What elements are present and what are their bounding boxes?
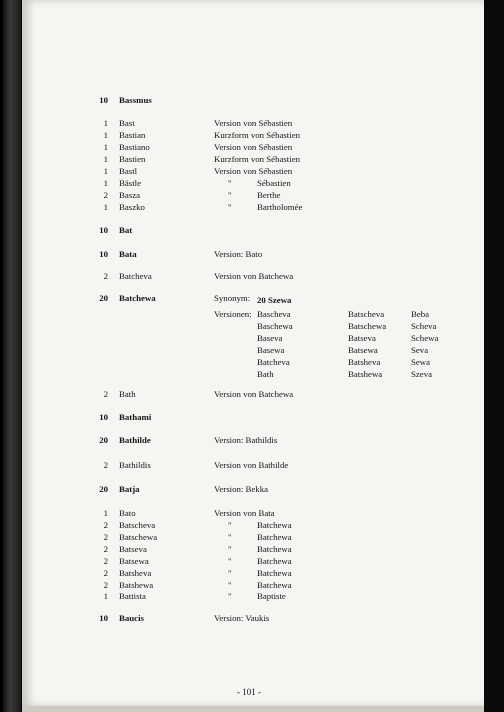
version-name: Basewa: [257, 345, 285, 355]
entry-description: Kurzform von Sébastien: [214, 154, 300, 164]
entry-description: Version von Sébastien: [214, 166, 293, 176]
entry-count: 2: [103, 460, 108, 470]
ditto-mark: ": [228, 568, 232, 578]
entry-description: Version von Sébastien: [214, 118, 293, 128]
entry-description: Batchewa: [257, 556, 292, 566]
page-bottom-edge: [22, 706, 484, 712]
ditto-mark: ": [228, 190, 232, 200]
entry-count: 2: [103, 190, 108, 200]
entry-count: 10: [99, 249, 108, 259]
entry-name: Batseva: [119, 544, 147, 554]
entry-count: 1: [103, 591, 108, 601]
entry-name: Battista: [119, 591, 146, 601]
ditto-mark: ": [228, 178, 232, 188]
version-name: Bath: [257, 369, 274, 379]
ditto-mark: ": [228, 532, 232, 542]
version-name: Bascheva: [257, 309, 291, 319]
entry-count: 2: [103, 556, 108, 566]
entry-count: 1: [103, 202, 108, 212]
entry-count: 2: [103, 568, 108, 578]
version-name: Baschewa: [257, 321, 293, 331]
entry-description: Version: Vaukis: [214, 613, 270, 623]
version-name: Szeva: [411, 369, 433, 379]
entry-count: 1: [103, 154, 108, 164]
entry-name: Bathami: [119, 412, 152, 422]
version-name: Schewa: [411, 333, 439, 343]
entry-description: Version: Bekka: [214, 484, 268, 494]
entry-name: Batcheva: [119, 271, 152, 281]
entry-description: Version von Batchewa: [214, 271, 294, 281]
entry-name: Bato: [119, 508, 136, 518]
entry-name: Baszko: [119, 202, 145, 212]
entry-count: 2: [103, 520, 108, 530]
entry-count: 10: [99, 95, 108, 105]
entry-name: Batshewa: [119, 580, 154, 590]
entry-count: 1: [103, 166, 108, 176]
entry-count: 1: [103, 130, 108, 140]
ditto-mark: ": [228, 544, 232, 554]
entry-count: 20: [99, 293, 108, 303]
entry-description: Version von Batchewa: [214, 389, 294, 399]
entry-count: 1: [103, 178, 108, 188]
entry-name: Bath: [119, 389, 136, 399]
entry-description: Baptiste: [257, 591, 286, 601]
version-name: Batsheva: [348, 357, 381, 367]
entry-name: Bastiano: [119, 142, 150, 152]
version-name: Batsewa: [348, 345, 378, 355]
entry-name: Bathildis: [119, 460, 151, 470]
entry-count: 1: [103, 118, 108, 128]
entry-count: 1: [103, 142, 108, 152]
entry-name: Batscheva: [119, 520, 156, 530]
entry-name: Bathilde: [119, 435, 151, 445]
entry-description: Version von Bathilde: [214, 460, 289, 470]
page-number: - 101 -: [237, 687, 261, 697]
entry-description: Version von Sébastien: [214, 142, 293, 152]
entry-name: Bat: [119, 225, 133, 235]
entry-description: Batchewa: [257, 580, 292, 590]
entry-count: 10: [99, 613, 108, 623]
entry-name: Bassmus: [119, 95, 152, 105]
entry-count: 20: [99, 435, 108, 445]
entry-count: 1: [103, 508, 108, 518]
version-name: Batseva: [348, 333, 376, 343]
book-spine: [3, 0, 21, 712]
entry-description: Synonym:: [214, 293, 251, 303]
ditto-mark: ": [228, 556, 232, 566]
scan-border: [484, 0, 504, 712]
entry-count: 2: [103, 389, 108, 399]
entry-description: Version von Bata: [214, 508, 275, 518]
version-name: Sewa: [411, 357, 431, 367]
entry-description: Kurzform von Sébastien: [214, 130, 300, 140]
entry-name: Batchewa: [119, 293, 156, 303]
ditto-mark: ": [228, 520, 232, 530]
synonym-value: 20 Szewa: [257, 295, 292, 305]
entry-name: Baucis: [119, 613, 144, 623]
entry-count: 2: [103, 544, 108, 554]
version-name: Batcheva: [257, 357, 290, 367]
versions-label: Versionen:: [214, 309, 252, 319]
version-name: Scheva: [411, 321, 437, 331]
version-name: Batscheva: [348, 309, 385, 319]
entry-name: Batja: [119, 484, 140, 494]
ditto-mark: ": [228, 591, 232, 601]
entry-description: Version: Bato: [214, 249, 263, 259]
entry-name: Bästle: [119, 178, 141, 188]
entry-name: Basza: [119, 190, 141, 200]
ditto-mark: ": [228, 580, 232, 590]
entry-name: Batschewa: [119, 532, 158, 542]
entry-name: Bastien: [119, 154, 146, 164]
entry-count: 20: [99, 484, 108, 494]
ditto-mark: ": [228, 202, 232, 212]
version-name: Batshewa: [348, 369, 383, 379]
entry-description: Batchewa: [257, 532, 292, 542]
entry-name: Bastl: [119, 166, 138, 176]
entry-count: 2: [103, 271, 108, 281]
entry-name: Bata: [119, 249, 137, 259]
entry-description: Batchewa: [257, 544, 292, 554]
version-name: Seva: [411, 345, 429, 355]
entry-description: Batchewa: [257, 520, 292, 530]
document-page: [22, 0, 485, 706]
entry-name: Batsheva: [119, 568, 152, 578]
entry-count: 10: [99, 225, 108, 235]
version-name: Beba: [411, 309, 430, 319]
entry-description: Version: Bathildis: [214, 435, 278, 445]
entry-count: 2: [103, 532, 108, 542]
entry-description: Bartholomée: [257, 202, 303, 212]
entry-description: Batchewa: [257, 568, 292, 578]
entry-name: Batsewa: [119, 556, 149, 566]
entry-count: 2: [103, 580, 108, 590]
entry-name: Bast: [119, 118, 135, 128]
entry-count: 10: [99, 412, 108, 422]
entry-description: Sébastien: [257, 178, 291, 188]
entry-description: Berthe: [257, 190, 281, 200]
version-name: Batschewa: [348, 321, 387, 331]
version-name: Baseva: [257, 333, 283, 343]
entry-name: Bastian: [119, 130, 146, 140]
